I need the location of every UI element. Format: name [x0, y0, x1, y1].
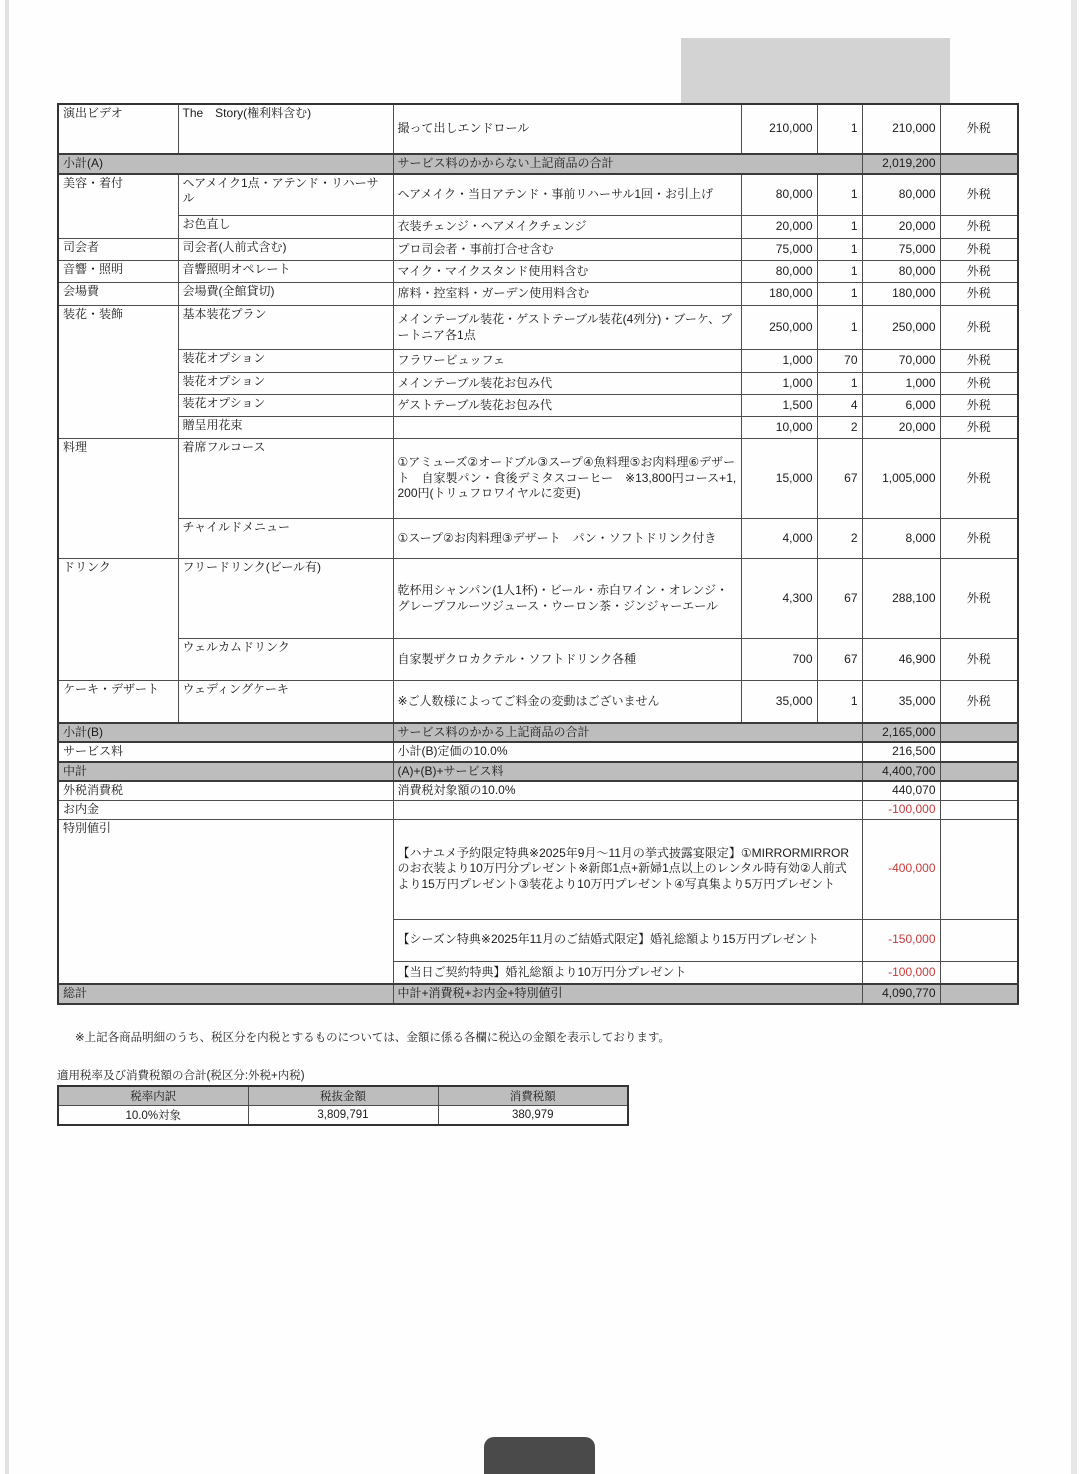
cell-category: 美容・着付	[58, 174, 178, 239]
cell-description: メインテーブル装花・ゲストテーブル装花(4列分)・ブーケ、ブートニア各1点	[393, 306, 741, 350]
cell-category: 装花・装飾	[58, 306, 178, 439]
cell-description: 【当日ご契約特典】婚礼総額より10万円分プレゼント	[393, 961, 862, 984]
cell-quantity: 1	[817, 174, 862, 216]
cell-section-label: サービス料	[58, 742, 393, 762]
table-row	[58, 762, 1018, 782]
cell-section-label: 外税消費税	[58, 781, 393, 800]
cell-item-name: 会場費(全館貸切)	[178, 283, 393, 306]
table-row	[58, 261, 1018, 283]
cell-category: ドリンク	[58, 559, 178, 681]
table-row	[58, 350, 1018, 373]
cell-description: マイク・マイクスタンド使用料含む	[393, 261, 741, 283]
cell-description: ①スープ②お肉料理③デザート パン・ソフトドリンク付き	[393, 519, 741, 559]
cell-quantity: 1	[817, 306, 862, 350]
cell-item-name: ウェディングケーキ	[178, 681, 393, 723]
cell-section-label: 総計	[58, 984, 393, 1004]
cell-unit-price: 80,000	[741, 174, 817, 216]
cell-tax-type	[940, 984, 1018, 1004]
cell-description: サービス料のかかる上記商品の合計	[393, 723, 862, 743]
cell-amount: 80,000	[862, 261, 940, 283]
tax-summary-body	[58, 1105, 628, 1125]
cell-section-label: お内金	[58, 800, 393, 819]
cell-unit-price: 80,000	[741, 261, 817, 283]
table-row	[58, 395, 1018, 417]
cell-item-name: 司会者(人前式含む)	[178, 239, 393, 261]
cell-tax-type: 外税	[940, 174, 1018, 216]
table-row	[58, 723, 1018, 743]
cell-tax-type: 外税	[940, 373, 1018, 395]
cell-tax-type	[940, 919, 1018, 961]
cell-item-name: 装花オプション	[178, 350, 393, 373]
cell-unit-price: 180,000	[741, 283, 817, 306]
cell-unit-price: 250,000	[741, 306, 817, 350]
tax-summary-title: 適用税率及び消費税額の合計(税区分:外税+内税)	[57, 1069, 305, 1082]
cell-item-name: The Story(権利料含む)	[178, 104, 393, 154]
cell-section-label: 小計(B)	[58, 723, 393, 743]
tax-summary-header-cell: 税率内訳	[58, 1086, 248, 1106]
table-row	[58, 216, 1018, 239]
cell-unit-price: 4,000	[741, 519, 817, 559]
cell-tax-type: 外税	[940, 350, 1018, 373]
cell-tax-type: 外税	[940, 283, 1018, 306]
cell-category: 料理	[58, 439, 178, 559]
cell-amount: 1,005,000	[862, 439, 940, 519]
cell-item-name: 装花オプション	[178, 373, 393, 395]
cell-item-name: ヘアメイク1点・アテンド・リハーサル	[178, 174, 393, 216]
cell-quantity: 1	[817, 261, 862, 283]
cell-description: メインテーブル装花お包み代	[393, 373, 741, 395]
cell-section-label: 小計(A)	[58, 154, 393, 174]
cell-amount: 80,000	[862, 174, 940, 216]
cell-description: 中計+消費税+お内金+特別値引	[393, 984, 862, 1004]
cell-amount: 20,000	[862, 216, 940, 239]
cell-unit-price: 35,000	[741, 681, 817, 723]
cell-section-label: 特別値引	[58, 819, 393, 984]
cell-amount: 20,000	[862, 417, 940, 439]
cell-amount: 2,165,000	[862, 723, 940, 743]
cell-item-name: 贈呈用花束	[178, 417, 393, 439]
cell-description: 消費税対象額の10.0%	[393, 781, 862, 800]
cell-unit-price: 1,000	[741, 373, 817, 395]
cell-category: ケーキ・デザート	[58, 681, 178, 723]
tax-display-footnote: ※上記各商品明細のうち、税区分を内税とするものについては、金額に係る各欄に税込の金額を表示しております。	[75, 1031, 670, 1044]
cell-quantity: 4	[817, 395, 862, 417]
cell-description: (A)+(B)+サービス料	[393, 762, 862, 782]
cell-tax-type: 外税	[940, 239, 1018, 261]
cell-amount: 4,090,770	[862, 984, 940, 1004]
estimate-document	[57, 103, 1017, 1126]
cell-description: 衣装チェンジ・ヘアメイクチェンジ	[393, 216, 741, 239]
cell-amount: 250,000	[862, 306, 940, 350]
cell-unit-price: 20,000	[741, 216, 817, 239]
cell-description: ゲストテーブル装花お包み代	[393, 395, 741, 417]
cell-unit-price: 1,000	[741, 350, 817, 373]
cell-description: 小計(B)定価の10.0%	[393, 742, 862, 762]
cell-item-name: 着席フルコース	[178, 439, 393, 519]
table-row	[58, 439, 1018, 519]
cell-tax-type: 外税	[940, 681, 1018, 723]
cell-amount: 180,000	[862, 283, 940, 306]
cell-section-label: 中計	[58, 762, 393, 782]
cell-unit-price: 75,000	[741, 239, 817, 261]
cell-amount: -150,000	[862, 919, 940, 961]
cell-amount: 6,000	[862, 395, 940, 417]
cell-description: ①アミューズ②オードブル③スープ④魚料理⑤お肉料理⑥デザート 自家製パン・食後デミタスコーヒー ※13,800円コース+1,200円(トリュフロワイヤルに変更)	[393, 439, 741, 519]
cell-unit-price: 1,500	[741, 395, 817, 417]
cell-category: 司会者	[58, 239, 178, 261]
cell-tax-type	[940, 800, 1018, 819]
cell-item-name: ウェルカムドリンク	[178, 639, 393, 681]
cell-item-name: 音響照明オペレート	[178, 261, 393, 283]
table-row	[58, 306, 1018, 350]
cell-description: 自家製ザクロカクテル・ソフトドリンク各種	[393, 639, 741, 681]
estimate-table-body	[58, 104, 1018, 1004]
cell-amount: 440,070	[862, 781, 940, 800]
tax-summary-header-row	[58, 1086, 628, 1106]
cell-quantity: 1	[817, 104, 862, 154]
cell-unit-price: 15,000	[741, 439, 817, 519]
cell-description: ヘアメイク・当日アテンド・事前リハーサル1回・お引上げ	[393, 174, 741, 216]
redaction-box	[681, 38, 950, 103]
tax-summary-header-cell: 税抜金額	[248, 1086, 438, 1106]
table-row	[58, 174, 1018, 216]
cell-amount: -100,000	[862, 800, 940, 819]
cell-category: 音響・照明	[58, 261, 178, 283]
cell-quantity: 1	[817, 239, 862, 261]
table-row	[58, 681, 1018, 723]
cell-description: プロ司会者・事前打合せ含む	[393, 239, 741, 261]
cell-quantity: 1	[817, 681, 862, 723]
cell-amount: -400,000	[862, 819, 940, 919]
cell-tax-type: 外税	[940, 639, 1018, 681]
cell-description: 【シーズン特典※2025年11月のご結婚式限定】婚礼総額より15万円プレゼント	[393, 919, 862, 961]
screen-edge-right	[1071, 0, 1077, 1474]
cell-description: サービス料のかからない上記商品の合計	[393, 154, 862, 174]
cell-description: 【ハナユメ予約限定特典※2025年9月～11月の挙式披露宴限定】①MIRRORMIRRORのお衣装より10万円分プレゼント※新郎1点+新婦1点以上のレンタル時有効②人前式より15万円プレゼント③装花より10万円プレゼント④写真集より5万円プレゼント	[393, 819, 862, 919]
cell-amount: 75,000	[862, 239, 940, 261]
tax-summary-table	[57, 1085, 629, 1126]
table-row	[58, 154, 1018, 174]
cell-description	[393, 800, 862, 819]
cell-quantity: 1	[817, 283, 862, 306]
tax-summary-cell: 380,979	[438, 1105, 628, 1125]
cell-amount: -100,000	[862, 961, 940, 984]
cell-description: フラワービュッフェ	[393, 350, 741, 373]
cell-amount: 2,019,200	[862, 154, 940, 174]
cell-quantity: 67	[817, 559, 862, 639]
table-row	[58, 819, 1018, 919]
cell-quantity: 2	[817, 417, 862, 439]
cell-tax-type: 外税	[940, 261, 1018, 283]
table-row	[58, 800, 1018, 819]
cell-amount: 8,000	[862, 519, 940, 559]
cell-tax-type: 外税	[940, 104, 1018, 154]
screen-edge-left	[5, 0, 9, 1474]
table-row	[58, 742, 1018, 762]
cell-amount: 70,000	[862, 350, 940, 373]
cell-tax-type: 外税	[940, 519, 1018, 559]
cell-category: 会場費	[58, 283, 178, 306]
table-row	[58, 417, 1018, 439]
table-row	[58, 639, 1018, 681]
table-row	[58, 781, 1018, 800]
cell-quantity: 1	[817, 216, 862, 239]
cell-description	[393, 417, 741, 439]
cell-tax-type: 外税	[940, 216, 1018, 239]
cell-unit-price: 210,000	[741, 104, 817, 154]
tax-summary-cell: 3,809,791	[248, 1105, 438, 1125]
cell-tax-type	[940, 154, 1018, 174]
cell-amount: 1,000	[862, 373, 940, 395]
tax-summary-header-cell: 消費税額	[438, 1086, 628, 1106]
cell-quantity: 70	[817, 350, 862, 373]
cell-quantity: 67	[817, 639, 862, 681]
cell-category: 演出ビデオ	[58, 104, 178, 154]
estimate-table	[57, 103, 1019, 1005]
bottom-dark-panel	[484, 1437, 595, 1474]
table-row	[58, 104, 1018, 154]
cell-quantity: 67	[817, 439, 862, 519]
cell-unit-price: 4,300	[741, 559, 817, 639]
cell-tax-type	[940, 723, 1018, 743]
cell-unit-price: 10,000	[741, 417, 817, 439]
cell-tax-type: 外税	[940, 439, 1018, 519]
cell-tax-type	[940, 742, 1018, 762]
cell-item-name: 装花オプション	[178, 395, 393, 417]
cell-quantity: 1	[817, 373, 862, 395]
cell-amount: 210,000	[862, 104, 940, 154]
table-row	[58, 559, 1018, 639]
cell-quantity: 2	[817, 519, 862, 559]
cell-tax-type: 外税	[940, 395, 1018, 417]
cell-description: 乾杯用シャンパン(1人1杯)・ビール・赤白ワイン・オレンジ・グレープフルーツジュース・ウーロン茶・ジンジャーエール	[393, 559, 741, 639]
cell-tax-type: 外税	[940, 417, 1018, 439]
table-row	[58, 984, 1018, 1004]
cell-tax-type	[940, 762, 1018, 782]
cell-amount: 216,500	[862, 742, 940, 762]
table-row	[58, 373, 1018, 395]
cell-amount: 288,100	[862, 559, 940, 639]
cell-tax-type	[940, 961, 1018, 984]
cell-description: 撮って出しエンドロール	[393, 104, 741, 154]
cell-item-name: チャイルドメニュー	[178, 519, 393, 559]
tax-summary-row	[58, 1105, 628, 1125]
cell-tax-type: 外税	[940, 306, 1018, 350]
table-row	[58, 239, 1018, 261]
cell-tax-type	[940, 781, 1018, 800]
tax-summary-cell: 10.0%対象	[58, 1105, 248, 1125]
cell-amount: 4,400,700	[862, 762, 940, 782]
table-row	[58, 283, 1018, 306]
cell-amount: 46,900	[862, 639, 940, 681]
cell-description: 席料・控室料・ガーデン使用料含む	[393, 283, 741, 306]
cell-tax-type	[940, 819, 1018, 919]
cell-item-name: フリードリンク(ビール有)	[178, 559, 393, 639]
cell-unit-price: 700	[741, 639, 817, 681]
table-row	[58, 519, 1018, 559]
cell-description: ※ご人数様によってご料金の変動はございません	[393, 681, 741, 723]
cell-tax-type: 外税	[940, 559, 1018, 639]
cell-amount: 35,000	[862, 681, 940, 723]
cell-item-name: 基本装花プラン	[178, 306, 393, 350]
cell-item-name: お色直し	[178, 216, 393, 239]
